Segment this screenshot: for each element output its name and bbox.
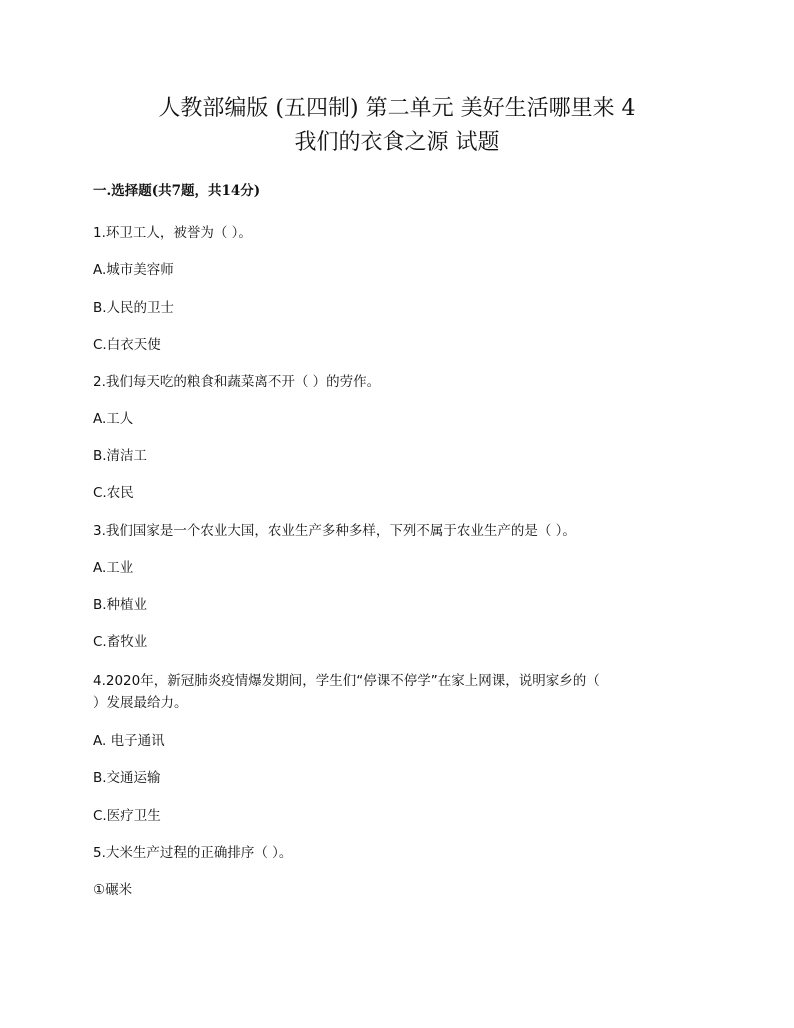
question-2-option-b: B.清洁工 (93, 448, 148, 464)
question-4-option-c: C.医疗卫生 (93, 808, 161, 824)
question-4-option-a: A. 电子通讯 (93, 733, 165, 749)
question-2-stem: 2.我们每天吃的粮食和蔬菜离不开（ ）的劳作。 (93, 374, 381, 390)
question-4-option-b: B.交通运输 (93, 770, 161, 786)
question-3-option-b: B.种植业 (93, 597, 148, 613)
question-5-item-1: ①碾米 (93, 882, 133, 898)
question-5-stem: 5.大米生产过程的正确排序（ ）。 (93, 845, 293, 861)
document-title-line-2: 我们的衣食之源 试题 (294, 130, 500, 155)
question-3-option-a: A.工业 (93, 560, 134, 576)
question-4-stem-line-2: ）发展最给力。 (93, 695, 188, 711)
question-1-option-b: B.人民的卫士 (93, 300, 175, 316)
section-heading: 一.选择题(共7题，共14分) (93, 183, 261, 199)
question-1-stem: 1.环卫工人，被誉为（ ）。 (93, 225, 252, 241)
question-1-option-a: A.城市美容师 (93, 262, 174, 278)
question-3-stem: 3.我们国家是一个农业大国，农业生产多种多样，下列不属于农业生产的是（ ）。 (93, 523, 576, 539)
question-2-option-c: C.农民 (93, 485, 134, 501)
question-3-option-c: C.畜牧业 (93, 634, 148, 650)
document-title-line-1: 人教部编版 (五四制) 第二单元 美好生活哪里来 4 (158, 96, 636, 121)
question-2-option-a: A.工人 (93, 411, 134, 427)
question-4-stem-line-1: 4.2020年，新冠肺炎疫情爆发期间，学生们“停课不停学”在家上网课，说明家乡的（ (93, 673, 600, 689)
question-1-option-c: C.白衣天使 (93, 337, 161, 353)
